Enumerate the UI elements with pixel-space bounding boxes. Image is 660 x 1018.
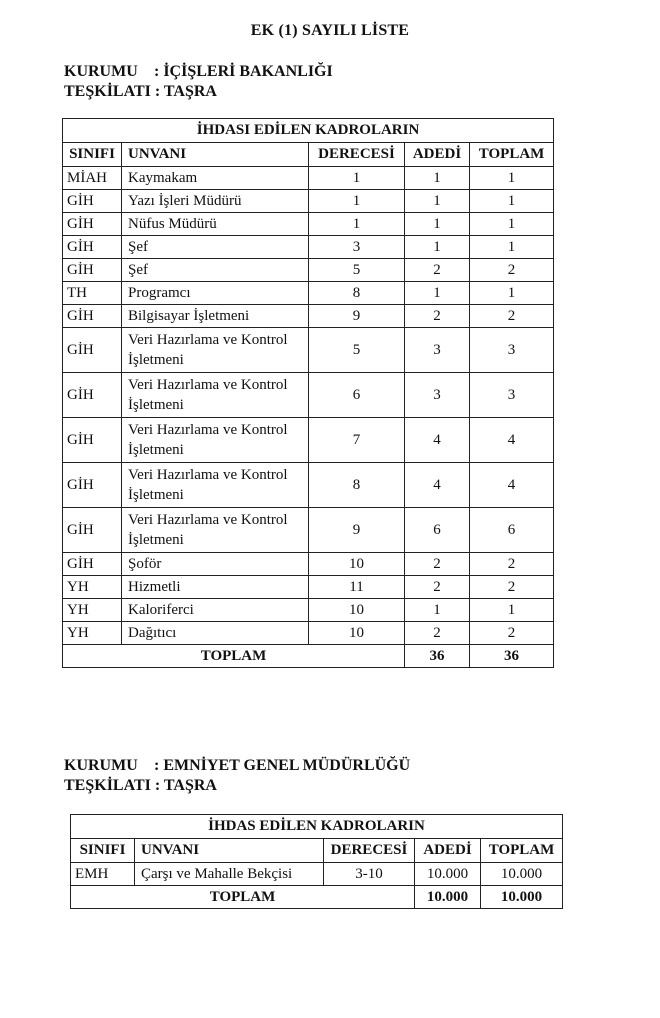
col-header-adedi: ADEDİ [415, 839, 481, 863]
table-row [63, 508, 554, 553]
total-toplam: 36 [470, 645, 554, 668]
cell-adet: 2 [405, 305, 470, 328]
col-header-unvani: UNVANI [122, 143, 309, 167]
cell-unvan: Kaloriferci [122, 599, 309, 622]
cell-toplam: 4 [470, 418, 554, 463]
col-header-toplam: TOPLAM [470, 143, 554, 167]
unvan-line: Veri Hazırlama ve Kontrol [128, 332, 288, 348]
cell-toplam: 1 [470, 167, 554, 190]
cell-unvan [122, 373, 309, 418]
table-row [63, 282, 554, 305]
cell-derece: 10 [309, 553, 405, 576]
cell-unvan: Nüfus Müdürü [122, 213, 309, 236]
unvan-line: İşletmeni [128, 352, 184, 368]
cell-unvan [122, 328, 309, 373]
table-row [63, 553, 554, 576]
cell-sinif: MİAH [63, 167, 122, 190]
cell-adet: 2 [405, 259, 470, 282]
table-row [63, 576, 554, 599]
cell-unvan [122, 508, 309, 553]
cell-adet: 1 [405, 213, 470, 236]
unvan-line: Veri Hazırlama ve Kontrol [128, 377, 288, 393]
cell-toplam: 2 [470, 576, 554, 599]
cell-sinif: YH [63, 599, 122, 622]
cell-adet: 2 [405, 553, 470, 576]
cell-derece: 11 [309, 576, 405, 599]
cell-toplam: 10.000 [481, 863, 563, 886]
kurum-label: KURUMU [64, 63, 138, 80]
cell-unvan: Şef [122, 236, 309, 259]
col-header-derecesi: DERECESİ [309, 143, 405, 167]
teskilat-value: : TAŞRA [154, 777, 217, 794]
teskilat-value: : TAŞRA [154, 83, 217, 100]
cell-derece: 1 [309, 190, 405, 213]
header-row [71, 839, 563, 863]
cell-toplam: 6 [470, 508, 554, 553]
unvan-line: Veri Hazırlama ve Kontrol [128, 512, 288, 528]
cell-unvan: Dağıtıcı [122, 622, 309, 645]
cell-unvan: Şef [122, 259, 309, 282]
cell-derece: 3-10 [324, 863, 415, 886]
total-row [71, 886, 563, 909]
cell-unvan: Yazı İşleri Müdürü [122, 190, 309, 213]
cell-toplam: 3 [470, 328, 554, 373]
cell-derece: 3 [309, 236, 405, 259]
total-adet: 10.000 [415, 886, 481, 909]
cell-toplam: 1 [470, 236, 554, 259]
page-title: EK (1) SAYILI LİSTE [250, 22, 410, 39]
teskilat-label: TEŞKİLATI [64, 777, 151, 794]
cell-toplam: 2 [470, 305, 554, 328]
table-row [63, 622, 554, 645]
col-header-derecesi: DERECESİ [324, 839, 415, 863]
cell-unvan: Hizmetli [122, 576, 309, 599]
cell-adet: 3 [405, 328, 470, 373]
unvan-line: Veri Hazırlama ve Kontrol [128, 467, 288, 483]
total-label: TOPLAM [63, 645, 405, 668]
cell-sinif: GİH [63, 463, 122, 508]
cell-derece: 1 [309, 167, 405, 190]
cell-sinif: EMH [71, 863, 135, 886]
cell-toplam: 3 [470, 373, 554, 418]
cell-toplam: 1 [470, 599, 554, 622]
cell-toplam: 1 [470, 190, 554, 213]
unvan-line: İşletmeni [128, 442, 184, 458]
cell-adet: 1 [405, 282, 470, 305]
teskilat-label: TEŞKİLATI [64, 83, 151, 100]
cell-derece: 1 [309, 213, 405, 236]
cell-derece: 8 [309, 282, 405, 305]
cell-toplam: 2 [470, 622, 554, 645]
cell-sinif: GİH [63, 259, 122, 282]
cell-sinif: GİH [63, 328, 122, 373]
total-label: TOPLAM [71, 886, 415, 909]
table-title: İHDAS EDİLEN KADROLARIN [71, 815, 563, 839]
total-adet: 36 [405, 645, 470, 668]
kadro-table-icisleri [62, 118, 554, 668]
org-header-icisleri [64, 62, 333, 102]
kurum-value: : İÇİŞLERİ BAKANLIĞI [154, 63, 333, 80]
cell-toplam: 2 [470, 553, 554, 576]
cell-adet: 2 [405, 576, 470, 599]
table-row [63, 190, 554, 213]
table-row [63, 167, 554, 190]
cell-sinif: GİH [63, 190, 122, 213]
cell-adet: 1 [405, 190, 470, 213]
cell-derece: 9 [309, 508, 405, 553]
table-row [63, 418, 554, 463]
cell-sinif: GİH [63, 508, 122, 553]
cell-sinif: YH [63, 622, 122, 645]
cell-sinif: TH [63, 282, 122, 305]
cell-derece: 10 [309, 622, 405, 645]
cell-toplam: 4 [470, 463, 554, 508]
total-row [63, 645, 554, 668]
table-row [63, 463, 554, 508]
cell-sinif: YH [63, 576, 122, 599]
cell-adet: 6 [405, 508, 470, 553]
col-header-sinifi: SINIFI [71, 839, 135, 863]
unvan-line: Veri Hazırlama ve Kontrol [128, 422, 288, 438]
org-header-emniyet [64, 756, 410, 796]
col-header-toplam: TOPLAM [481, 839, 563, 863]
table-row [63, 236, 554, 259]
table-row [63, 599, 554, 622]
kurum-value: : EMNİYET GENEL MÜDÜRLÜĞÜ [154, 757, 411, 774]
unvan-line: İşletmeni [128, 397, 184, 413]
cell-unvan [122, 463, 309, 508]
cell-adet: 1 [405, 167, 470, 190]
table-title: İHDASI EDİLEN KADROLARIN [63, 119, 554, 143]
unvan-line: İşletmeni [128, 487, 184, 503]
total-toplam: 10.000 [481, 886, 563, 909]
cell-sinif: GİH [63, 236, 122, 259]
cell-sinif: GİH [63, 213, 122, 236]
cell-sinif: GİH [63, 418, 122, 463]
cell-derece: 8 [309, 463, 405, 508]
kadro-table-emniyet [70, 814, 563, 909]
cell-derece: 9 [309, 305, 405, 328]
kurum-label: KURUMU [64, 757, 138, 774]
cell-derece: 5 [309, 259, 405, 282]
cell-adet: 4 [405, 463, 470, 508]
cell-adet: 3 [405, 373, 470, 418]
table-row [63, 373, 554, 418]
col-header-adedi: ADEDİ [405, 143, 470, 167]
col-header-sinifi: SINIFI [63, 143, 122, 167]
table-row [63, 213, 554, 236]
cell-toplam: 1 [470, 213, 554, 236]
cell-unvan: Şoför [122, 553, 309, 576]
unvan-line: İşletmeni [128, 532, 184, 548]
cell-derece: 7 [309, 418, 405, 463]
cell-sinif: GİH [63, 553, 122, 576]
table-row [63, 328, 554, 373]
cell-adet: 4 [405, 418, 470, 463]
cell-unvan: Kaymakam [122, 167, 309, 190]
table-row [63, 259, 554, 282]
table-row [63, 305, 554, 328]
cell-derece: 5 [309, 328, 405, 373]
cell-derece: 10 [309, 599, 405, 622]
cell-adet: 10.000 [415, 863, 481, 886]
cell-unvan: Programcı [122, 282, 309, 305]
cell-unvan: Çarşı ve Mahalle Bekçisi [135, 863, 324, 886]
col-header-unvani: UNVANI [135, 839, 324, 863]
cell-adet: 1 [405, 599, 470, 622]
cell-unvan: Bilgisayar İşletmeni [122, 305, 309, 328]
cell-toplam: 1 [470, 282, 554, 305]
header-row [63, 143, 554, 167]
cell-derece: 6 [309, 373, 405, 418]
table-row [71, 863, 563, 886]
cell-adet: 2 [405, 622, 470, 645]
cell-toplam: 2 [470, 259, 554, 282]
cell-sinif: GİH [63, 305, 122, 328]
cell-unvan [122, 418, 309, 463]
cell-sinif: GİH [63, 373, 122, 418]
cell-adet: 1 [405, 236, 470, 259]
